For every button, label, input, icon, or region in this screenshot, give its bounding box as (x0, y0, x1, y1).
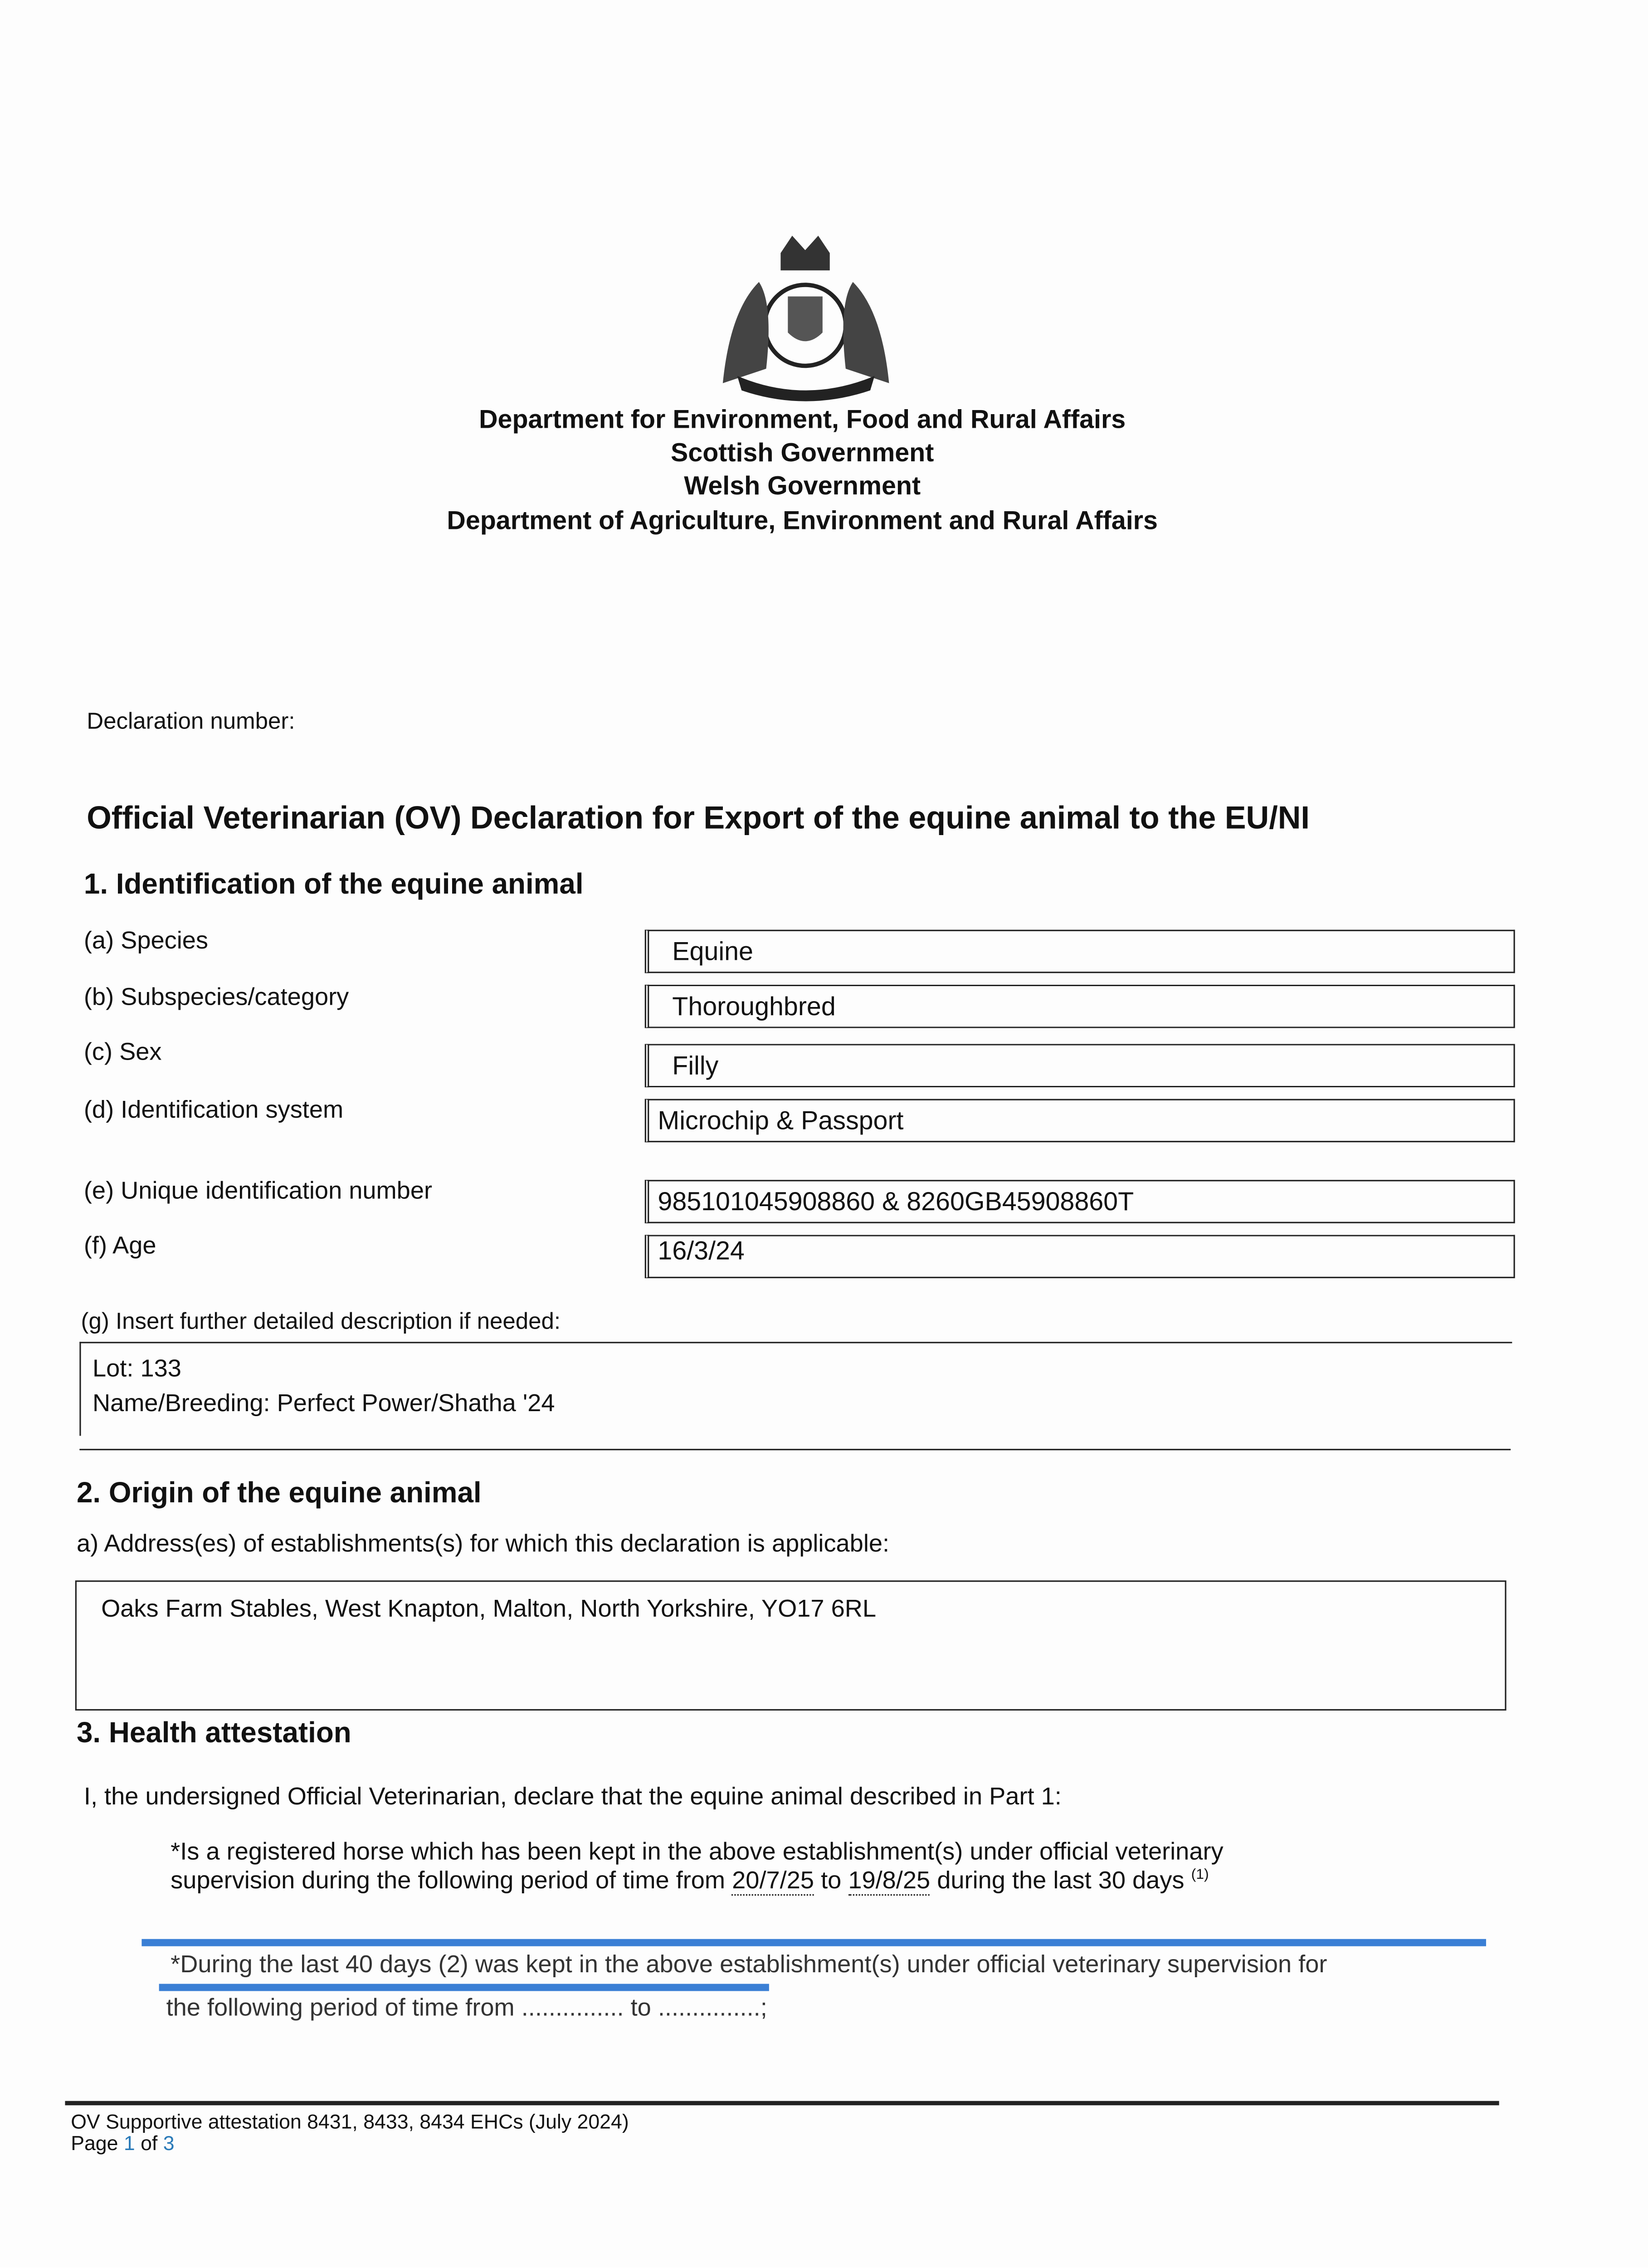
description-label: (g) Insert further detailed description if needed: (81, 1310, 561, 1335)
unique-id-label: (e) Unique identification number (83, 1177, 433, 1205)
department-line: Department for Environment, Food and Rural Affairs (479, 405, 1126, 434)
attestation-para1-line1: *Is a registered horse which has been kept in the above establishment(s) under official veterinary (171, 1838, 1224, 1866)
address-label: a) Address(es) of establishments(s) for which this declaration is applicable: (76, 1530, 890, 1558)
strikethrough-mark (159, 1984, 769, 1991)
species-field[interactable]: Equine (645, 930, 1515, 973)
footer-attestation: OV Supportive attestation 8431, 8433, 8434 EHCs (July 2024) (71, 2109, 629, 2133)
sex-label: (c) Sex (83, 1038, 162, 1066)
declaration-number-label: Declaration number: (87, 710, 295, 735)
divider (79, 1449, 1511, 1450)
sex-field[interactable]: Filly (645, 1044, 1515, 1088)
address-field[interactable]: Oaks Farm Stables, West Knapton, Malton, North Yorkshire, YO17 6RL (75, 1580, 1507, 1711)
section-1-heading: 1. Identification of the equine animal (83, 869, 584, 901)
footer-divider (65, 2101, 1499, 2106)
unique-id-field[interactable]: 985101045908860 & 8260GB45908860T (645, 1180, 1515, 1223)
subspecies-field[interactable]: Thoroughbred (645, 985, 1515, 1028)
age-label: (f) Age (83, 1232, 156, 1260)
description-field[interactable]: Lot: 133 Name/Breeding: Perfect Power/Shatha '24 (79, 1342, 1512, 1436)
section-2-heading: 2. Origin of the equine animal (76, 1477, 482, 1510)
attestation-intro: I, the undersigned Official Veterinarian, declare that the equine animal described in Part 1: (83, 1783, 1062, 1811)
attestation-para2-line2: the following period of time from ............... to ...............; (166, 1994, 767, 2022)
page-title: Official Veterinarian (OV) Declaration for Export of the equine animal to the EU/NI (87, 799, 1310, 836)
date-to[interactable]: 19/8/25 (848, 1867, 930, 1896)
subspecies-label: (b) Subspecies/category (83, 983, 349, 1011)
date-from[interactable]: 20/7/25 (732, 1867, 814, 1896)
identification-system-label: (d) Identification system (83, 1096, 344, 1124)
page-number: Page 1 of 3 (71, 2131, 175, 2155)
identification-system-field[interactable]: Microchip & Passport (645, 1099, 1515, 1143)
age-field[interactable]: 16/3/24 (645, 1235, 1515, 1278)
attestation-para2-line1: *During the last 40 days (2) was kept in the above establishment(s) under official veterinary supervision for (171, 1950, 1327, 1978)
department-line: Department of Agriculture, Environment and Rural Affairs (447, 506, 1158, 535)
section-3-heading: 3. Health attestation (76, 1717, 351, 1750)
attestation-para1-line2: supervision during the following period of time from 20/7/25 to 19/8/25 during the last 30 days $^{(1)}$ (171, 1867, 1209, 1896)
department-line: Scottish Government (671, 438, 934, 467)
species-label: (a) Species (83, 927, 208, 954)
royal-coat-of-arms-icon (708, 224, 903, 405)
department-line: Welsh Government (684, 471, 921, 500)
strikethrough-mark (141, 1939, 1486, 1946)
